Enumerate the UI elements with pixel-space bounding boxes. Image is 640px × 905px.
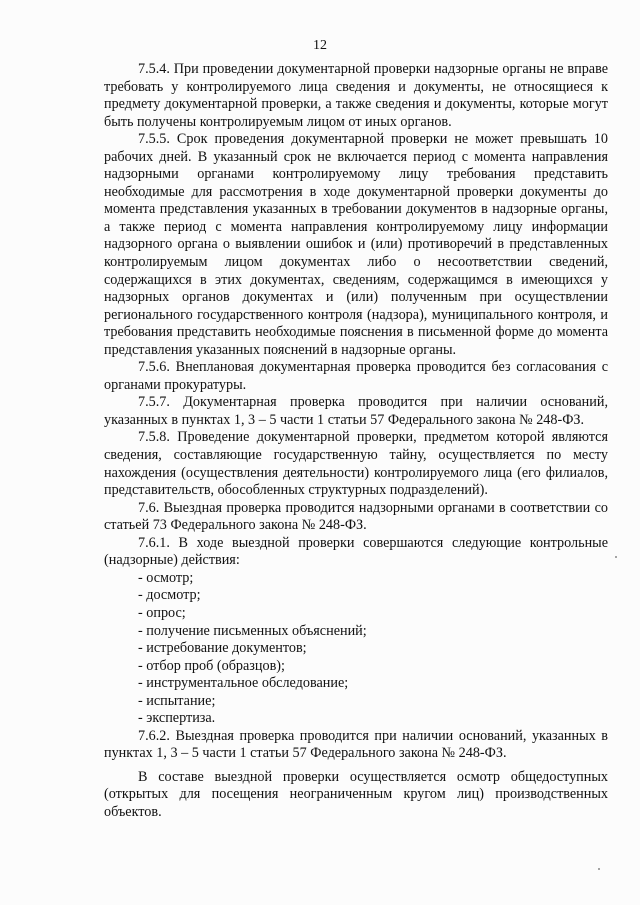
list-item: - опрос; bbox=[138, 604, 186, 621]
paragraph-7-5-7: 7.5.7. Документарная проверка проводится при наличии оснований, указанных в пунктах 1, 3 – 5 части 1 статьи 57 Федерального закона № 248-ФЗ. bbox=[104, 394, 608, 428]
scan-speck bbox=[615, 556, 617, 558]
paragraph-final: В составе выездной проверки осуществляется осмотр общедоступных (открытых для посещения неограниченным кругом лиц) производственных объектов. bbox=[104, 768, 608, 820]
list-item: - осмотр; bbox=[138, 569, 194, 586]
paragraph-7-5-4: 7.5.4. При проведении документарной проверки надзорные органы не вправе требовать у контролируемого лица сведения и документы, не относящиеся к предмету документарной проверки, а также сведения и документы, которые могут быть получены контролируемым лицом от иных органов. bbox=[104, 61, 608, 130]
paragraph-7-6-1: 7.6.1. В ходе выездной проверки совершаются следующие контрольные (надзорные) действия: bbox=[104, 534, 608, 569]
scan-speck bbox=[598, 868, 600, 870]
list-item: - экспертиза. bbox=[138, 710, 216, 727]
list-item: - досмотр; bbox=[138, 587, 201, 604]
list-item: - истребование документов; bbox=[138, 640, 307, 657]
paragraph-7-6-2: 7.6.2. Выездная проверка проводится при наличии оснований, указанных в пунктах 1, 3 – 5 части 1 статьи 57 Федерального закона № 248-ФЗ. bbox=[104, 727, 608, 762]
paragraph-7-6: 7.6. Выездная проверка проводится надзорными органами в соответствии со статьей 73 Федерального закона № 248-ФЗ. bbox=[104, 499, 608, 534]
paragraph-7-5-6: 7.5.6. Внеплановая документарная проверка проводится без согласования с органами прокуратуры. bbox=[104, 359, 608, 393]
document-body bbox=[104, 61, 608, 822]
list-item: - инструментальное обследование; bbox=[138, 675, 349, 692]
list-item: - получение письменных объяснений; bbox=[138, 622, 367, 639]
list-item: - испытание; bbox=[138, 692, 216, 709]
page-number: 12 bbox=[313, 38, 327, 53]
paragraph-7-5-5: 7.5.5. Срок проведения документарной проверки не может превышать 10 рабочих дней. В указанный срок не включается период с момента направления надзорными органами контролируемому лицу требования представить необходимые для рассмотрения в ходе документарной проверки документы до момента представления указанных в требовании документов в надзорные органы, а также период с момента направления контролируемому лицу информации надзорного органа о выявлении ошибок и (или) противоречий в представленных контролируемым лицом документах либо о несоответствии сведений, содержащихся в этих документах, сведениям, содержащимся в имеющихся у надзорных органов документах и (или) полученным при осуществлении регионального государственного контроля (надзора), муниципального контроля, и требования представить необходимые пояснения в письменной форме до момента представления указанных пояснений в надзорные органы. bbox=[104, 131, 608, 358]
paragraph-7-5-8: 7.5.8. Проведение документарной проверки, предметом которой являются сведения, составляющие государственную тайну, осуществляется по месту нахождения (осуществления деятельности) контролируемого лица (его филиалов, представительств, обособленных структурных подразделений). bbox=[104, 429, 608, 499]
list-item: - отбор проб (образцов); bbox=[138, 657, 285, 674]
